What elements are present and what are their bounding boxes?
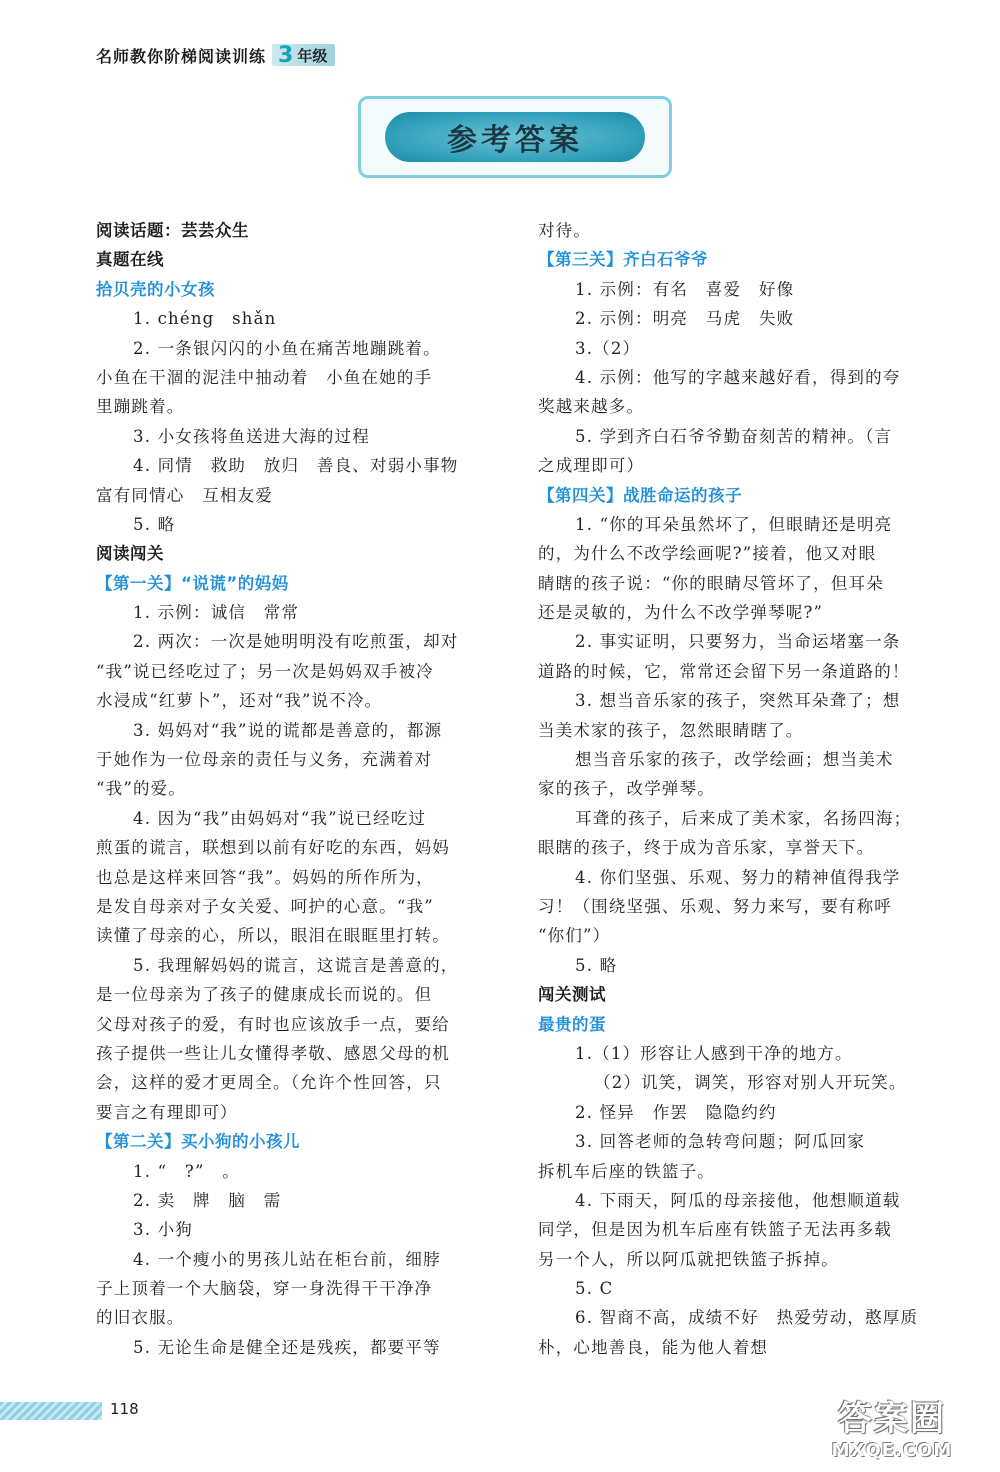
text-line: 2. 卖 牌 脑 需 xyxy=(133,1190,282,1210)
text-line: 朴，心地善良，能为他人着想 xyxy=(538,1337,769,1357)
text-line: 会，这样的爱才更周全。（允许个性回答，只 xyxy=(96,1073,442,1093)
text-line: 还是灵敏的，为什么不改学弹琴呢?” xyxy=(538,603,824,623)
text-line: 3. 小女孩将鱼送进大海的过程 xyxy=(133,426,370,446)
left-column xyxy=(96,216,492,1362)
text-line: 2. 示例：明亮 马虎 失败 xyxy=(575,309,795,329)
text-line: 4. 下雨天，阿瓜的母亲接他，他想顺道载 xyxy=(575,1190,901,1210)
text-line: 当美术家的孩子，忽然眼睛瞎了。 xyxy=(538,720,804,740)
text-line: 3. 妈妈对“我”说的谎都是善意的，都源 xyxy=(133,720,443,740)
text-line: 也总是这样来回答“我”。妈妈的所作所为， xyxy=(96,867,434,887)
text-line: 3.（2） xyxy=(575,338,641,358)
text-line: “我”的爱。 xyxy=(96,779,187,799)
text-line: 是一位母亲为了孩子的健康成长而说的。但 xyxy=(96,985,433,1005)
text-line: 里蹦跳着。 xyxy=(96,397,185,417)
grade-number: 3 xyxy=(278,42,294,68)
subsection-heading: 拾贝壳的小女孩 xyxy=(96,279,215,299)
text-line: 3. 回答老师的急转弯问题；阿瓜回家 xyxy=(575,1132,866,1152)
watermark-url: MXQE.COM xyxy=(831,1440,953,1461)
text-line: 5. 我理解妈妈的谎言，这谎言是善意的， xyxy=(133,955,459,975)
page-number: 118 xyxy=(110,1400,139,1418)
text-line: 对待。 xyxy=(538,221,592,240)
text-line: 1. “ ?” 。 xyxy=(133,1161,241,1181)
text-line: （2）讥笑，调笑，形容对别人开玩笑。 xyxy=(594,1073,907,1093)
title-pill xyxy=(385,112,645,162)
text-line: 同学，但是因为机车后座有铁篮子无法再多载 xyxy=(538,1220,892,1240)
text-line: 耳聋的孩子，后来成了美术家，名扬四海； xyxy=(575,808,912,828)
section-heading: 闯关测试 xyxy=(538,985,606,1005)
text-line: 道路的时候，它，常常还会留下另一条道路的！ xyxy=(538,661,910,681)
text-line: 煎蛋的谎言，联想到以前有好吃的东西，妈妈 xyxy=(96,838,450,858)
text-line: 富有同情心 互相友爱 xyxy=(96,485,273,505)
watermark xyxy=(802,1390,982,1462)
title-frame xyxy=(358,96,672,178)
text-line: 4. 你们坚强、乐观、努力的精神值得我学 xyxy=(575,867,901,887)
text-line: 眼瞎的孩子，终于成为音乐家，享誉天下。 xyxy=(538,838,875,858)
book-header xyxy=(96,42,335,68)
text-line: 5. 略 xyxy=(575,955,618,975)
text-line: 5. C xyxy=(575,1279,614,1299)
text-line: 于她作为一位母亲的责任与义务，充满着对 xyxy=(96,750,433,770)
watermark-logo: 答案圈 xyxy=(838,1399,946,1439)
subsection-heading: 【第四关】战胜命运的孩子 xyxy=(538,485,742,505)
text-line: 家的孩子，改学弹琴。 xyxy=(538,779,715,799)
text-line: 孩子提供一些让儿女懂得孝敬、感恩父母的机 xyxy=(96,1043,450,1063)
text-line: 想当音乐家的孩子，改学绘画；想当美术 xyxy=(575,750,894,770)
text-line: “你们”） xyxy=(538,926,611,946)
text-line: 1.（1）形容让人感到干净的地方。 xyxy=(575,1043,853,1063)
text-line: 5. 学到齐白石爷爷勤奋刻苦的精神。（言 xyxy=(575,426,893,446)
text-line: 另一个人，所以阿瓜就把铁篮子拆掉。 xyxy=(538,1249,839,1269)
text-line: 读懂了母亲的心，所以，眼泪在眼眶里打转。 xyxy=(96,926,450,946)
text-line: 1. “你的耳朵虽然坏了，但眼睛还是明亮 xyxy=(575,514,893,534)
text-line: 2. 一条银闪闪的小鱼在痛苦地蹦跳着。 xyxy=(133,338,441,358)
text-line: 4. 同情 救助 放归 善良、对弱小事物 xyxy=(133,456,459,476)
subsection-heading: 【第一关】“说谎”的妈妈 xyxy=(96,573,289,593)
text-line: 3. 想当音乐家的孩子，突然耳朵聋了；想 xyxy=(575,691,901,711)
text-line: 2. 两次：一次是她明明没有吃煎蛋，却对 xyxy=(133,632,459,652)
grade-badge xyxy=(272,44,335,66)
text-line: 6. 智商不高，成绩不好 热爱劳动，憨厚质 xyxy=(575,1308,919,1328)
page-title: 参考答案 xyxy=(447,123,583,158)
subsection-heading: 【第二关】买小狗的小孩儿 xyxy=(96,1132,300,1152)
text-line: 3. 小狗 xyxy=(133,1220,193,1240)
text-line: 5. 无论生命是健全还是残疾，都要平等 xyxy=(133,1337,441,1357)
text-line: 2. 怪异 作罢 隐隐约约 xyxy=(575,1102,777,1122)
text-line: “我”说已经吃过了；另一次是妈妈双手被冷 xyxy=(96,661,434,681)
text-line: 的，为什么不改学绘画呢?”接着，他又对眼 xyxy=(538,544,877,564)
text-line: 之成理即可） xyxy=(538,456,645,476)
text-line: 要言之有理即可） xyxy=(96,1102,238,1122)
text-line: 1. 示例：有名 喜爱 好像 xyxy=(575,279,795,299)
text-line: 5. 略 xyxy=(133,514,176,534)
text-line: 水浸成“红萝卜”，还对“我”说不冷。 xyxy=(96,691,383,711)
text-line: 拆机车后座的铁篮子。 xyxy=(538,1161,715,1181)
text-line: 的旧衣服。 xyxy=(96,1308,185,1328)
subsection-heading: 最贵的蛋 xyxy=(538,1014,606,1034)
right-column xyxy=(538,216,934,1362)
text-line: 1. chéng shǎn xyxy=(133,309,277,329)
text-line: 4. 示例：他写的字越来越好看，得到的夸 xyxy=(575,367,901,387)
text-line: 是发自母亲对子女关爱、呵护的心意。“我” xyxy=(96,896,434,916)
text-line: 奖越来越多。 xyxy=(538,397,645,417)
section-heading: 阅读话题：芸芸众生 xyxy=(96,221,249,240)
subsection-heading: 【第三关】齐白石爷爷 xyxy=(538,250,708,270)
text-line: 睛瞎的孩子说：“你的眼睛尽管坏了，但耳朵 xyxy=(538,573,884,593)
section-heading: 阅读闯关 xyxy=(96,544,164,564)
text-line: 1. 示例：诚信 常常 xyxy=(133,603,300,623)
text-line: 小鱼在干涸的泥洼中抽动着 小鱼在她的手 xyxy=(96,367,433,387)
text-line: 习！（围绕坚强、乐观、努力来写，要有称呼 xyxy=(538,896,892,916)
text-line: 4. 一个瘦小的男孩儿站在柜台前，细脖 xyxy=(133,1249,441,1269)
grade-unit: 年级 xyxy=(297,46,328,65)
section-heading: 真题在线 xyxy=(96,250,164,270)
series-title: 名师教你阶梯阅读训练 xyxy=(96,46,267,66)
text-line: 父母对孩子的爱，有时也应该放手一点，要给 xyxy=(96,1014,450,1034)
text-line: 2. 事实证明，只要努力，当命运堵塞一条 xyxy=(575,632,901,652)
text-line: 4. 因为“我”由妈妈对“我”说已经吃过 xyxy=(133,808,427,828)
text-line: 子上顶着一个大脑袋，穿一身洗得干干净净 xyxy=(96,1279,433,1299)
footer-stripe xyxy=(0,1402,102,1420)
